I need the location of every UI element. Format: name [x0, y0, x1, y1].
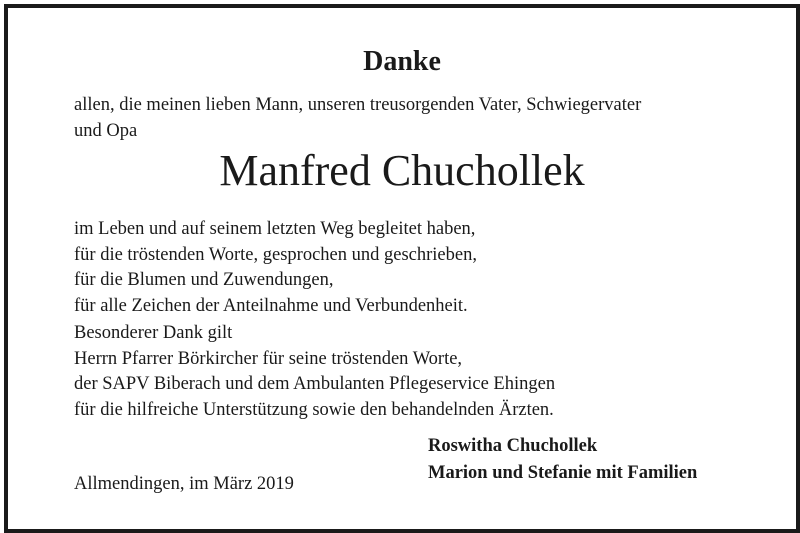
deceased-name: Manfred Chuchollek	[219, 146, 585, 195]
special-thanks-line: Herrn Pfarrer Börkircher für seine tröstenden Worte,	[74, 348, 463, 369]
thanks-line: im Leben und auf seinem letzten Weg begleitet haben,	[74, 219, 476, 239]
notice-border	[4, 4, 800, 533]
place-date: Allmendingen, im März 2019	[74, 474, 294, 494]
special-thanks-line: Besonderer Dank gilt	[74, 323, 233, 343]
signer-line: Roswitha Chuchollek	[428, 436, 598, 456]
special-thanks-line: der SAPV Biberach und dem Ambulanten Pflegeservice Ehingen	[74, 374, 556, 394]
thanks-line: für die Blumen und Zuwendungen,	[74, 270, 334, 290]
notice-title: Danke	[363, 46, 441, 77]
intro-line: allen, die meinen lieben Mann, unseren treusorgenden Vater, Schwiegervater	[74, 95, 642, 115]
intro-line: und Opa	[74, 121, 138, 141]
special-thanks-paragraph	[74, 321, 764, 423]
special-thanks-line: für die hilfreiche Unterstützung sowie den behandelnden Ärzten.	[74, 399, 554, 420]
signer-line: Marion und Stefanie mit Familien	[428, 463, 698, 483]
thanks-paragraph	[74, 217, 764, 319]
signers	[428, 433, 697, 487]
thanks-line: für die tröstenden Worte, gesprochen und geschrieben,	[74, 244, 477, 265]
intro-text	[74, 92, 754, 144]
obituary-notice	[8, 8, 796, 529]
thanks-line: für alle Zeichen der Anteilnahme und Verbundenheit.	[74, 295, 468, 316]
